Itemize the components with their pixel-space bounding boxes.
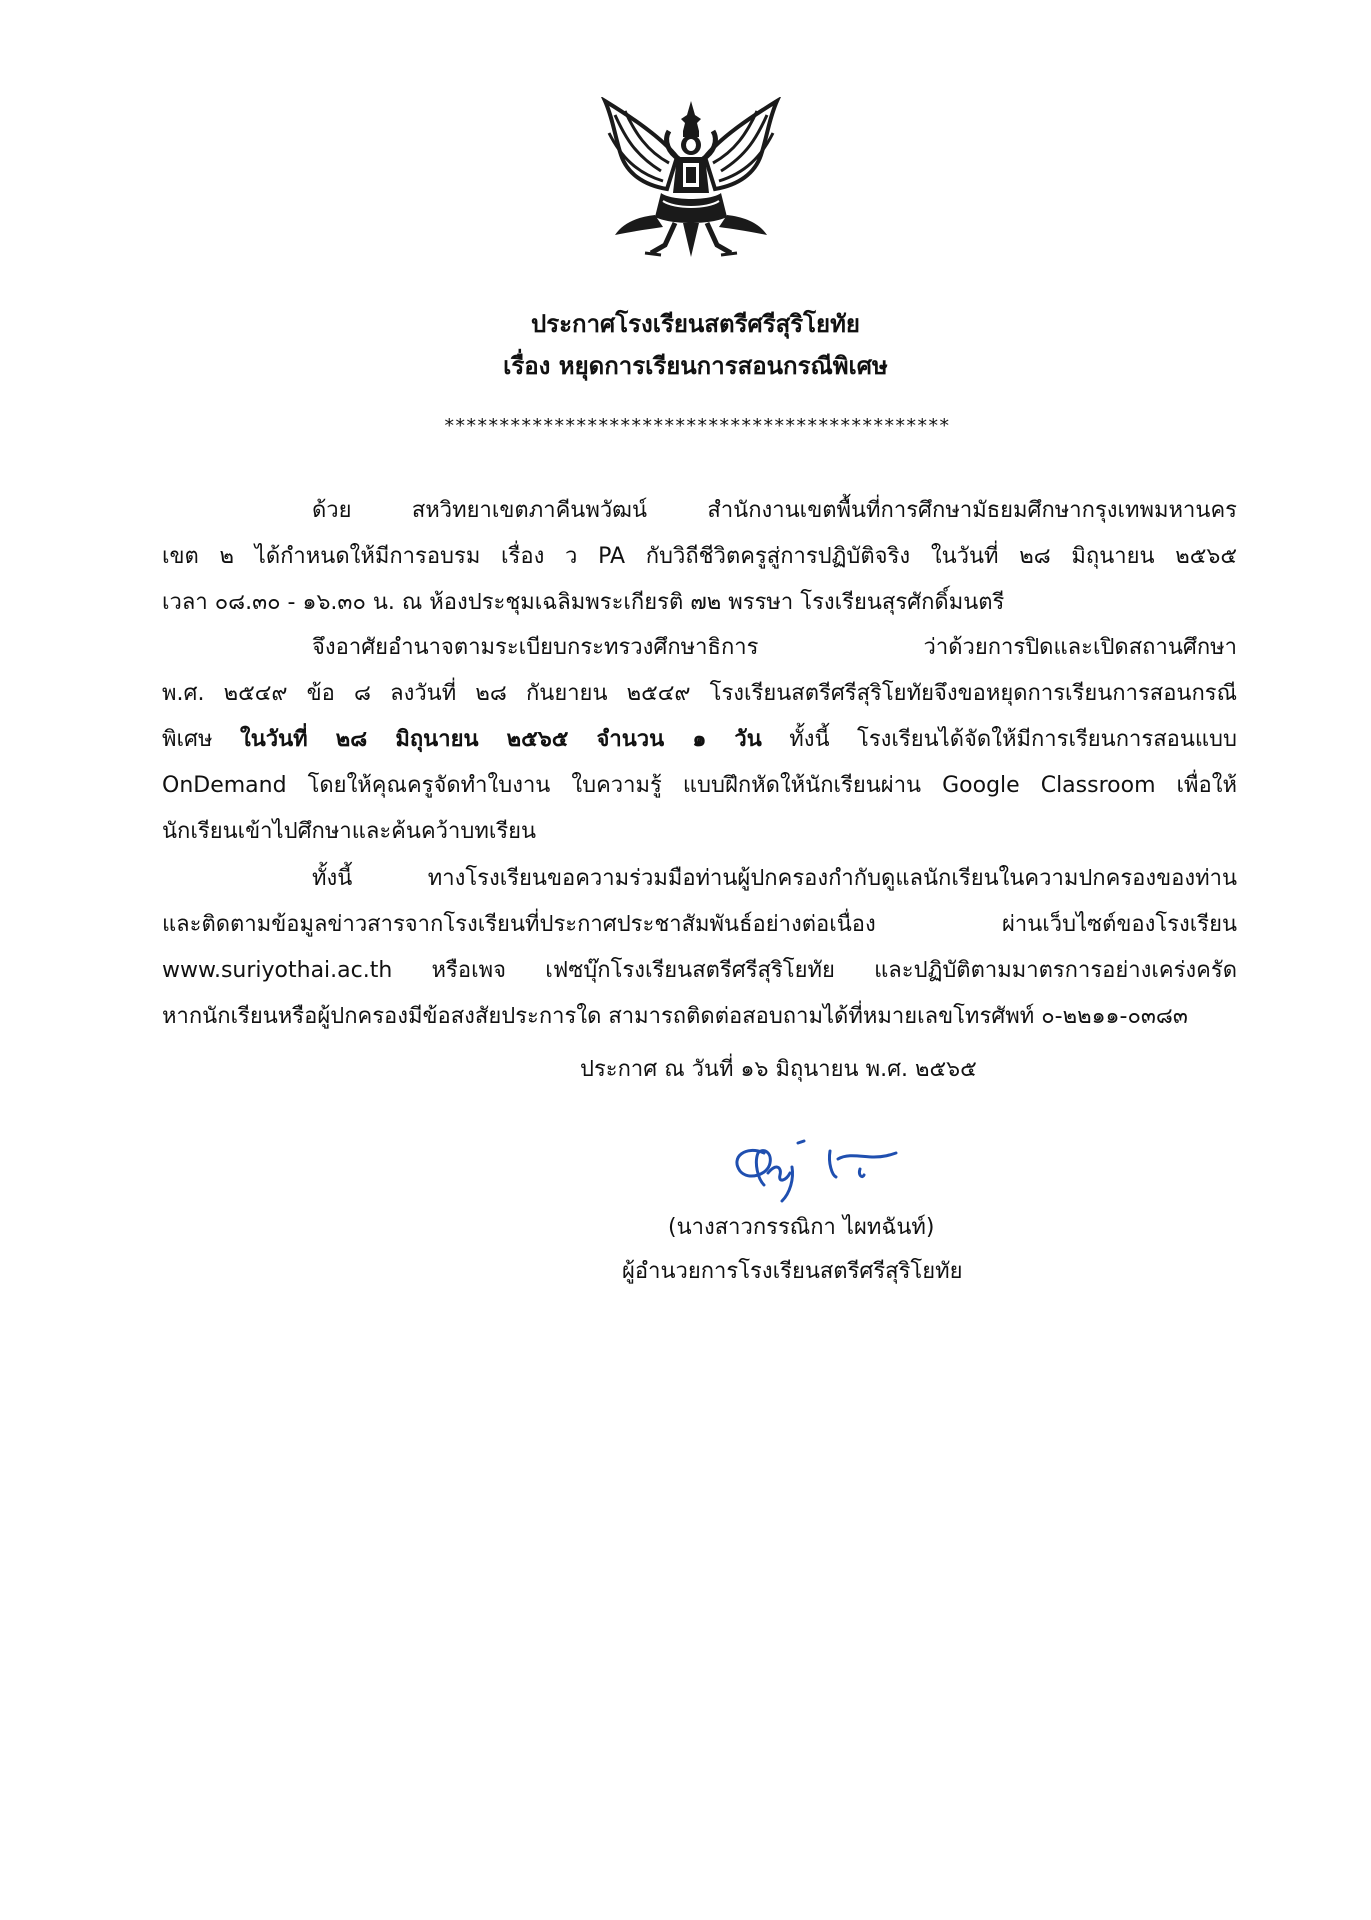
paragraph-line: www.suriyothai.ac.th หรือเพจ เฟซบุ๊กโรงเรียนสตรีศรีสุริโยทัย และปฏิบัติตามมาตรการอย่างเคร่งครัด bbox=[162, 958, 1237, 983]
paragraph-line: ทั้งนี้ ทางโรงเรียนขอความร่วมมือท่านผู้ปกครองกำกับดูแลนักเรียนในความปกครองของท่าน bbox=[312, 866, 1237, 891]
paragraph-line: เวลา ๐๘.๓๐ - ๑๖.๓๐ น. ณ ห้องประชุมเฉลิมพระเกียรติ ๗๒ พรรษา โรงเรียนสุรศักดิ์มนตรี bbox=[162, 590, 1005, 615]
paragraph-line: นักเรียนเข้าไปศึกษาและค้นคว้าบทเรียน bbox=[162, 819, 537, 844]
paragraph-line: OnDemand โดยให้คุณครูจัดทำใบงาน ใบความรู้ แบบฝึกหัดให้นักเรียนผ่าน Google Classroom เพื่อให้ bbox=[162, 773, 1237, 798]
paragraph-training bbox=[162, 488, 1237, 626]
paragraph-text: พิเศษ bbox=[162, 727, 240, 752]
handwritten-signature bbox=[724, 1123, 904, 1205]
announcement-date: ประกาศ ณ วันที่ ๑๖ มิถุนายน พ.ศ. ๒๕๖๕ bbox=[580, 1057, 977, 1082]
paragraph-cooperation bbox=[162, 856, 1237, 1040]
paragraph-line: เขต ๒ ได้กำหนดให้มีการอบรม เรื่อง ว PA กับวิถีชีวิตครูสู่การปฏิบัติจริง ในวันที่ ๒๘ มิถุนายน ๒๕๖๕ bbox=[162, 544, 1237, 569]
announcement-title: ประกาศโรงเรียนสตรีศรีสุริโยทัย bbox=[531, 310, 860, 338]
paragraph-line: พ.ศ. ๒๕๔๙ ข้อ ๘ ลงวันที่ ๒๘ กันยายน ๒๕๔๙ โรงเรียนสตรีศรีสุริโยทัยจึงขอหยุดการเรียนการสอนกรณี bbox=[162, 681, 1237, 706]
paragraph-text: ทั้งนี้ โรงเรียนได้จัดให้มีการเรียนการสอนแบบ bbox=[761, 727, 1237, 752]
garuda-emblem-icon bbox=[591, 97, 791, 267]
signer-name: (นางสาวกรรณิกา ไผทฉันท์) bbox=[668, 1215, 935, 1240]
paragraph-line: หากนักเรียนหรือผู้ปกครองมีข้อสงสัยประการใด สามารถติดต่อสอบถามได้ที่หมายเลขโทรศัพท์ ๐-๒๒๑๑-๐๓๘๓ bbox=[162, 1004, 1188, 1029]
paragraph-line: และติดตามข้อมูลข่าวสารจากโรงเรียนที่ประกาศประชาสัมพันธ์อย่างต่อเนื่อง ผ่านเว็บไซต์ของโรงเรียน bbox=[162, 912, 1237, 937]
paragraph-line bbox=[162, 717, 1237, 763]
paragraph-line: ด้วย สหวิทยาเขตภาคีนพวัฒน์ สำนักงานเขตพื้นที่การศึกษามัธยมศึกษากรุงเทพมหานคร bbox=[312, 498, 1237, 523]
closure-date-emphasis: ในวันที่ ๒๘ มิถุนายน ๒๕๖๕ จำนวน ๑ วัน bbox=[239, 727, 762, 752]
announcement-subject: เรื่อง หยุดการเรียนการสอนกรณีพิเศษ bbox=[503, 352, 888, 380]
paragraph-line: จึงอาศัยอำนาจตามระเบียบกระทรวงศึกษาธิการ ว่าด้วยการปิดและเปิดสถานศึกษา bbox=[312, 635, 1237, 660]
star-divider: ********************************************** bbox=[444, 415, 951, 437]
signer-title: ผู้อำนวยการโรงเรียนสตรีศรีสุริโยทัย bbox=[622, 1259, 963, 1284]
paragraph-closure bbox=[162, 625, 1237, 855]
